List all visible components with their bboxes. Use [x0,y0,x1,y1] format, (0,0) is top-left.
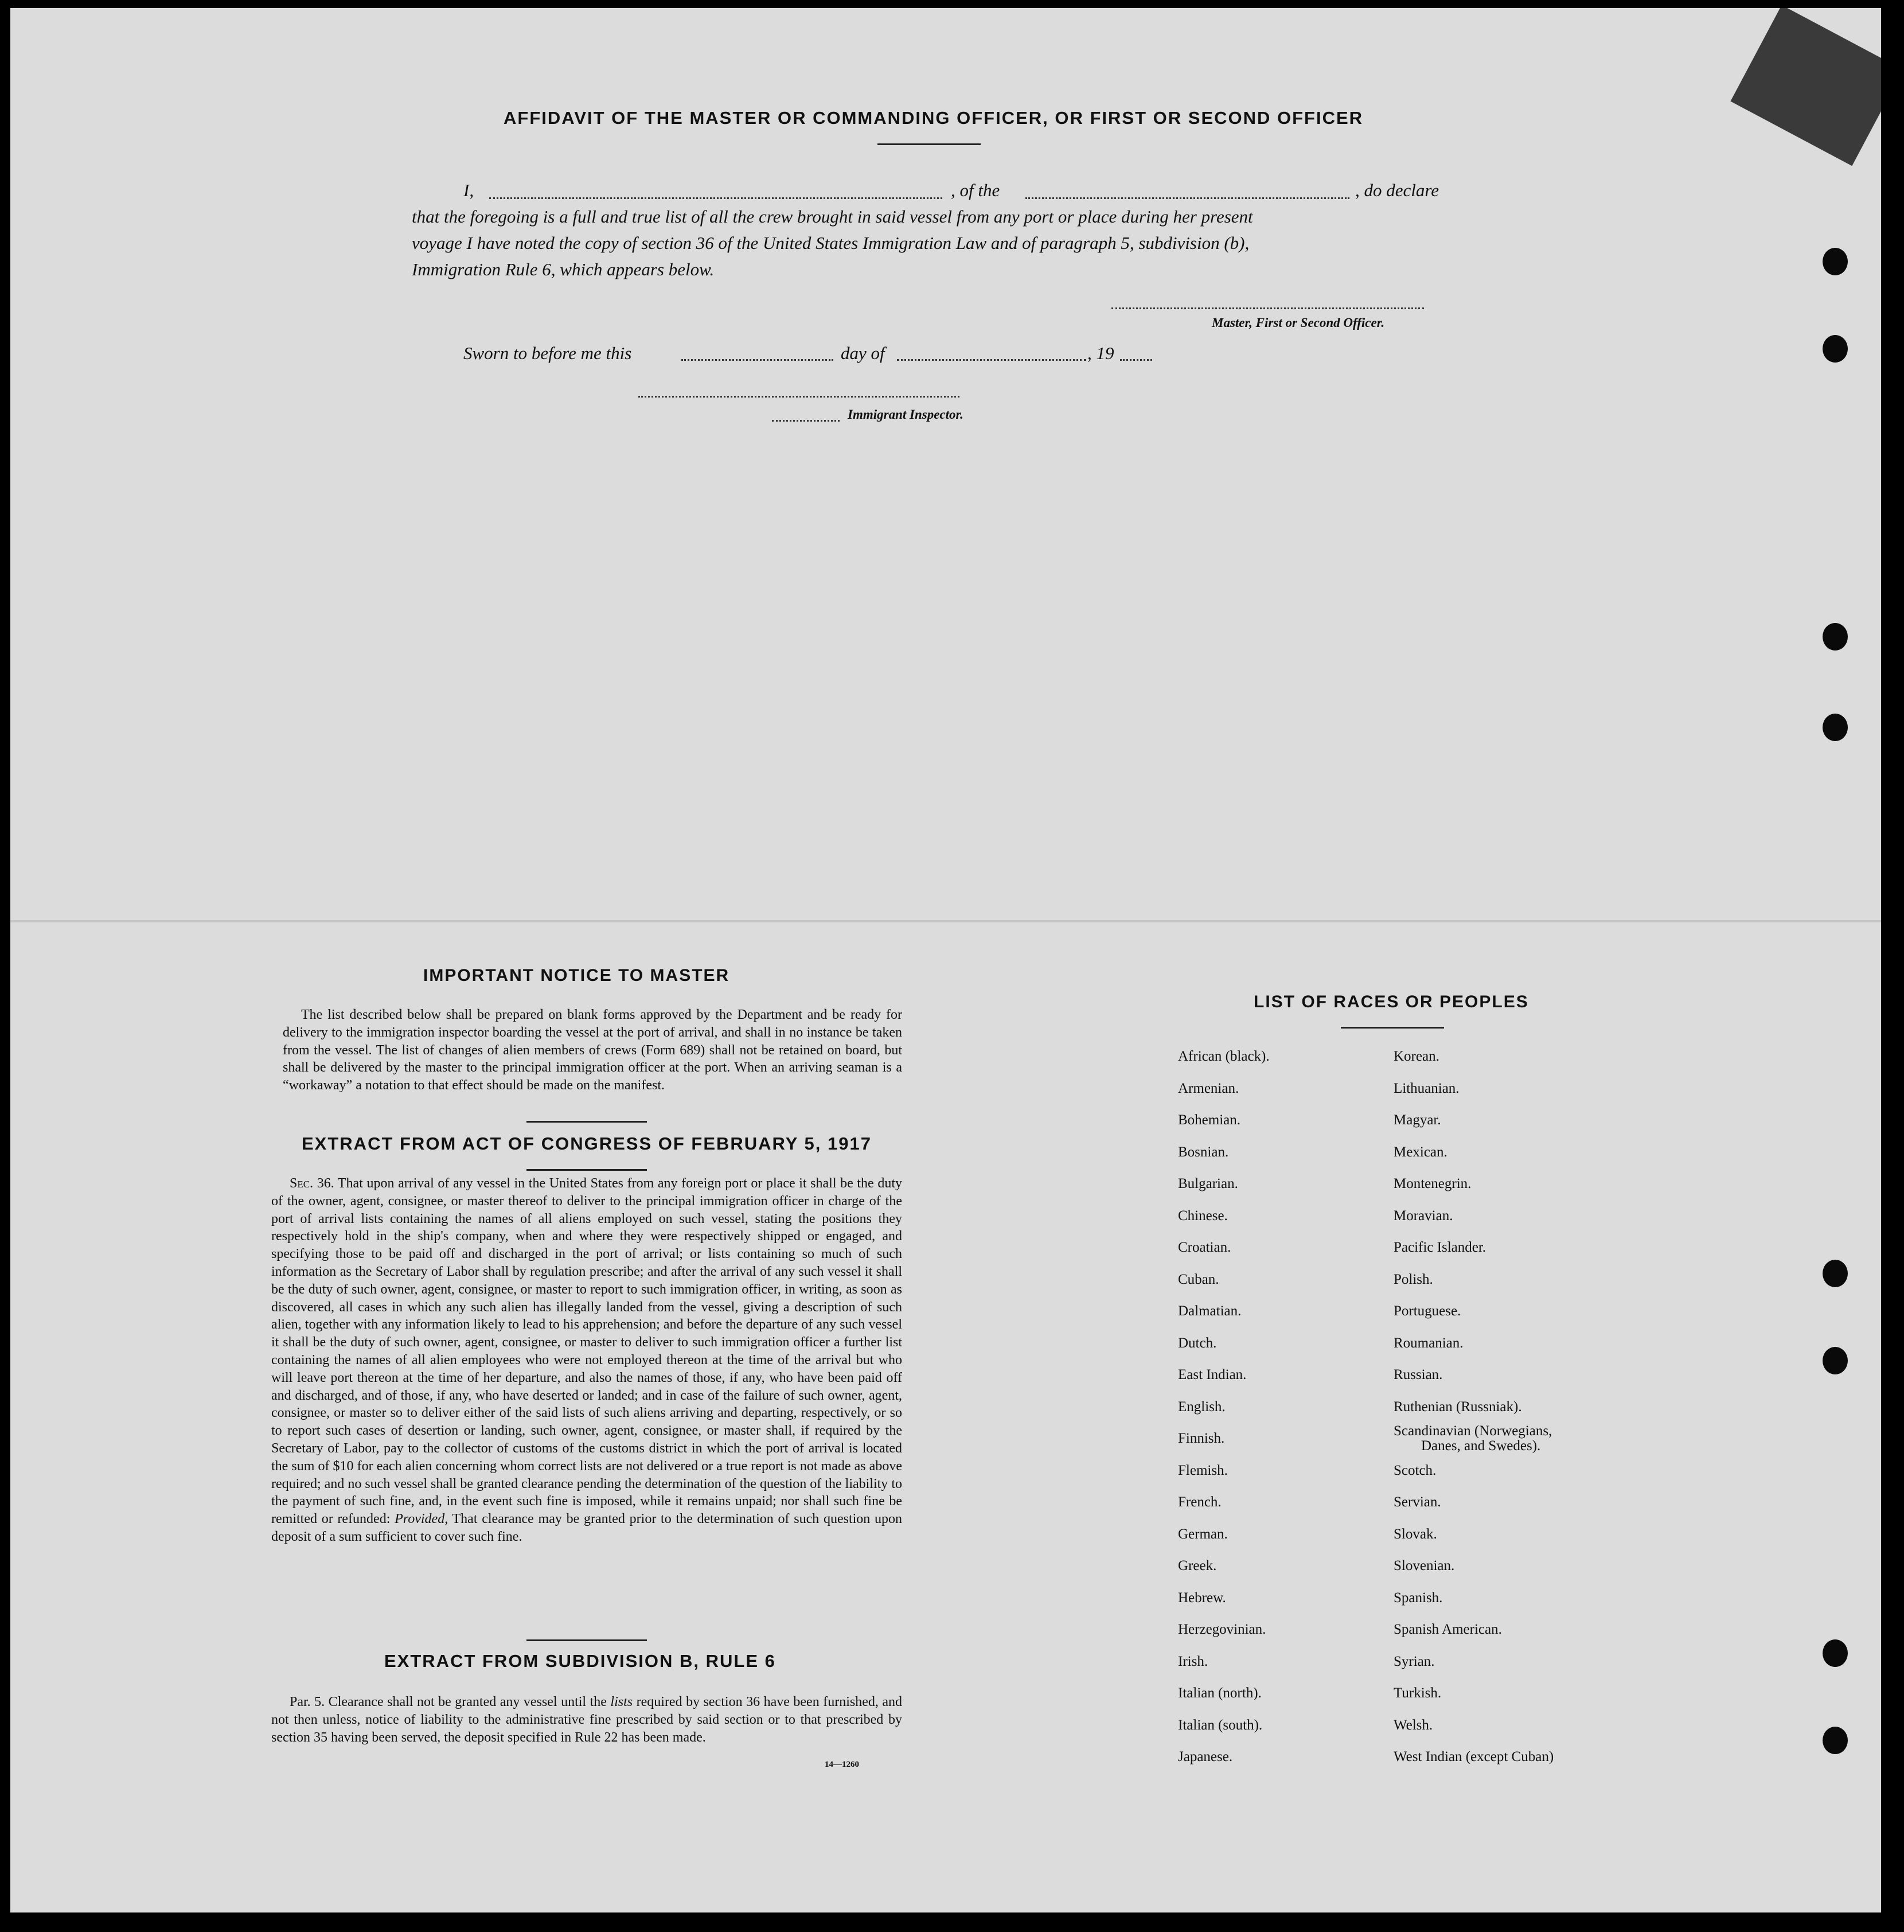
affidavit-do-declare: , do declare [1355,180,1439,200]
race-item-line-1: Scandinavian (Norwegians, [1394,1423,1552,1439]
race-item: German. [1178,1526,1228,1542]
rule-lists-word: lists [610,1695,633,1709]
race-item: East Indian. [1178,1367,1247,1382]
race-item: Slovenian. [1394,1558,1455,1573]
fold-crease [10,920,1881,922]
notice-rule [526,1121,647,1123]
races-column-1 [1178,1041,1270,1773]
race-item: Polish. [1394,1271,1433,1287]
act-title: EXTRACT FROM ACT OF CONGRESS OF FEBRUARY 5, 1917 [302,1134,872,1154]
race-item: Flemish. [1178,1462,1228,1478]
affidavit-title-rule [877,143,981,145]
notice-title: IMPORTANT NOTICE TO MASTER [423,966,730,985]
race-item: Croatian. [1178,1240,1231,1255]
sworn-month-line[interactable] [897,359,1086,361]
race-item: Korean. [1394,1049,1439,1064]
race-item: Moravian. [1394,1208,1453,1224]
act-rule [526,1169,647,1171]
torn-corner [1730,8,1881,166]
act-text-end: That clearance may be granted prior to the determination of such question upon deposit of a sum sufficient to cover such fine. [271,1512,903,1544]
punch-hole [1823,1347,1848,1374]
inspector-prefix-line[interactable] [772,420,840,422]
punch-hole [1823,335,1848,363]
punch-hole [1823,248,1848,275]
affidavit-line-4: Immigration Rule 6, which appears below. [412,259,715,279]
race-item: Cuban. [1178,1271,1219,1287]
race-item: Bosnian. [1178,1144,1229,1160]
race-item: Magyar. [1394,1112,1441,1128]
race-item: Spanish. [1394,1590,1443,1606]
race-item: Hebrew. [1178,1590,1226,1606]
race-item: Russian. [1394,1367,1443,1382]
sworn-prefix: Sworn to before me this [463,343,632,363]
race-item: African (black). [1178,1049,1270,1064]
races-title: LIST OF RACES OR PEOPLES [1254,992,1529,1011]
race-item: Chinese. [1178,1208,1228,1224]
race-item: Pacific Islander. [1394,1240,1486,1255]
race-item: Finnish. [1178,1431,1225,1446]
rule-text-start: Par. 5. Clearance shall not be granted any vessel until the [290,1695,607,1709]
master-name-line[interactable] [489,197,942,199]
race-item: Lithuanian. [1394,1080,1460,1096]
race-item: Montenegrin. [1394,1176,1472,1191]
race-item [1394,1423,1554,1455]
affidavit-i: I, [463,180,474,200]
race-item: Turkish. [1394,1685,1442,1701]
race-item: Servian. [1394,1494,1441,1510]
act-text-block [271,1175,902,1546]
sworn-year: , 19 [1087,343,1114,363]
race-item: Spanish American. [1394,1622,1502,1637]
sworn-day-line[interactable] [681,359,833,361]
punch-hole [1823,623,1848,651]
race-item: Mexican. [1394,1144,1447,1160]
race-item: Italian (north). [1178,1685,1262,1701]
master-signature-line[interactable] [1111,307,1424,309]
race-item: Dutch. [1178,1335,1217,1351]
race-item: Japanese. [1178,1749,1233,1764]
notice-text: The list described below shall be prepared on blank forms approved by the Department and be ready for delivery to the immigration inspector boarding the vessel at the port of arrival, and shall in no instance be taken from the vessel. The list of changes of alien members of crews (Form 689) shall not be retained on board, but shall be delivered by the master to the principal immigration officer at the port. When an arriving seaman is a “workaway” a notation to that effect should be made on the manifest. [283,1007,902,1093]
race-item: Bulgarian. [1178,1176,1238,1191]
inspector-signature-line[interactable] [638,396,959,398]
rule-title: EXTRACT FROM SUBDIVISION B, RULE 6 [384,1651,776,1671]
race-item: Bohemian. [1178,1112,1241,1128]
race-item: Portuguese. [1394,1303,1461,1319]
races-rule [1341,1027,1444,1029]
vessel-name-line[interactable] [1025,197,1349,199]
race-item: Greek. [1178,1558,1217,1573]
act-text: That upon arrival of any vessel in the United States from any foreign port or place it shall be the duty of the owner, agent, consignee, or master thereof to deliver to the principal immigration officer in charge of the port of arrival lists containing the names of all aliens employed on such vessel, stating the positions they respectively hold in the ship's company, when and where they were respectively shipped or engaged, and specifying those to be paid off and discharged in the port of arrival; or lists containing so much of such information as the Secretary of Labor shall by regulation prescribe; and after the arrival of any such vessel it shall be the duty of such owner, agent, consignee, or master to report to such immigration officer, in writing, as soon as discovered, all cases in which any such alien has illegally landed from the vessel, giving a description of such alien, together with any information likely to lead to his apprehension; and before the departure of any such vessel it shall be the duty of such owner, agent, consignee, or master to deliver to such immigration officer a further list containing the names of all alien employees who were not employed thereon at the time of the arrival but who will leave port thereon at the time of her departure, and also the names of those, if any, who have been paid off and discharged, and of those, if any, who have deserted or landed; and in case of the failure of such owner, agent, consignee, or master so to deliver either of the said lists of such aliens arriving and departing, respectively, or so to report such cases of desertion or landing, such owner, agent, consignee, or master shall, if required by the Secretary of Labor, pay to the collector of customs of the customs district in which the port of arrival is located the sum of $10 for each alien concerning whom correct lists are not delivered or a true report is not made as above required; and no such vessel shall be granted clearance pending the determination of the question of the liability to the payment of such fine, and, in the event such fine is imposed, while it remains unpaid; nor shall such fine be remitted or refunded: [271,1176,902,1527]
race-item: Italian (south). [1178,1717,1263,1733]
punch-hole [1823,1727,1848,1754]
affidavit-line-2: that the foregoing is a full and true list of all the crew brought in said vessel from any port or place during her present [412,207,1253,227]
race-item: Roumanian. [1394,1335,1464,1351]
race-item: Herzegovinian. [1178,1622,1266,1637]
punch-hole [1823,1260,1848,1287]
races-column-2 [1394,1041,1554,1773]
race-item: Welsh. [1394,1717,1433,1733]
rule-text-block [271,1693,902,1746]
form-number: 14—1260 [825,1760,859,1769]
affidavit-line-3: voyage I have noted the copy of section 36 of the United States Immigration Law and of paragraph 5, subdivision (b), [412,233,1250,253]
race-item: English. [1178,1399,1226,1415]
sworn-year-line[interactable] [1120,359,1152,361]
race-item: Ruthenian (Russniak). [1394,1399,1522,1415]
race-item: Scotch. [1394,1462,1437,1478]
sworn-day-of: day of [841,343,885,363]
race-item: Irish. [1178,1653,1208,1669]
act-end-rule [526,1639,647,1641]
affidavit-title: AFFIDAVIT OF THE MASTER OR COMMANDING OFFICER, OR FIRST OR SECOND OFFICER [504,108,1364,128]
punch-hole [1823,714,1848,741]
rule-text-end: required by section 36 have been furnished, and not then unless, notice of liability to the administrative fine prescribed by said section or to that prescribed by section 35 having been served, the deposit specified in Rule 22 has been made. [271,1695,903,1745]
race-item: French. [1178,1494,1222,1510]
race-item: West Indian (except Cuban) [1394,1749,1554,1764]
act-section-label: Sec. 36. [290,1176,334,1191]
signature-caption: Master, First or Second Officer. [1212,315,1385,330]
race-item: Armenian. [1178,1080,1239,1096]
punch-hole [1823,1639,1848,1667]
affidavit-of-the: , of the [951,180,1000,200]
form-sheet [10,8,1881,1912]
race-item: Slovak. [1394,1526,1437,1542]
act-provided-label: Provided, [395,1512,448,1527]
race-item: Syrian. [1394,1653,1435,1669]
race-item: Dalmatian. [1178,1303,1242,1319]
race-item-line-2: Danes, and Swedes). [1421,1438,1541,1454]
inspector-caption: Immigrant Inspector. [848,407,963,422]
